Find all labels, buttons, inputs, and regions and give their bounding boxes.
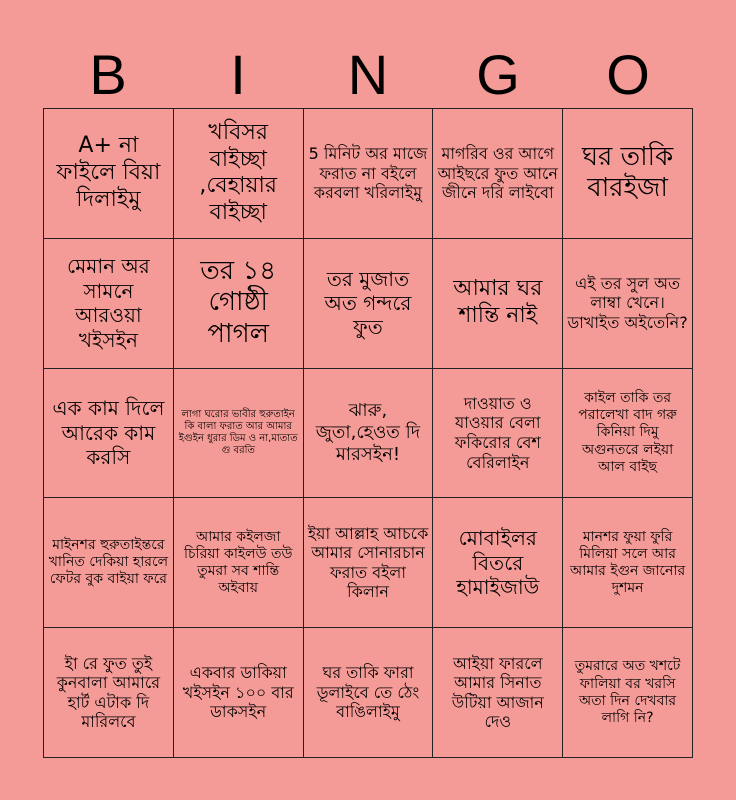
bingo-cell[interactable]	[304, 239, 434, 369]
cell-text: আইয়া ফারলে আমার সিনাত উটিয়া আজান দেও	[451, 653, 544, 732]
cell-text: ঘর তাকি ফারা ডূলাইবে তে ঠেং বাঙিলাইমু	[316, 663, 420, 722]
cell-text: ইয়া আল্লাহ আচকে আমার সোনারচান ফরাত বইলা কিলান	[307, 523, 429, 602]
cell-text: দাওয়াত ও যাওয়ার বেলা ফকিরোর বেশ বেরিলাইন	[454, 393, 541, 472]
cell-text: মেমান অর সামনে আরওয়া খইসইন	[67, 254, 150, 352]
bingo-cell[interactable]	[304, 628, 434, 758]
cell-text: খবিসর বাইচ্ছা ,বেহায়ার বাইচ্ছা	[199, 119, 277, 226]
bingo-card-grid	[43, 108, 693, 758]
cell-text: মাইনশর হুরুতাইন্তরে খানিত দেকিয়া হারলে ফেটর বুক বাইয়া ফরে	[48, 537, 169, 588]
bingo-cell[interactable]	[174, 498, 304, 628]
header-letter-n: N	[347, 43, 389, 106]
bingo-header	[43, 42, 693, 108]
bingo-cell[interactable]	[174, 628, 304, 758]
bingo-cell[interactable]	[174, 239, 304, 369]
cell-text: মোবাইলর বিতরে হামাইজাউ	[456, 526, 540, 599]
bingo-cell[interactable]	[563, 369, 693, 499]
cell-text: 5 মিনিট অর মাজে ফরাত না বইলে করবলা খরিলাইমু	[308, 144, 428, 203]
cell-text: তর ১৪ গোষ্ঠী পাগল	[200, 255, 277, 350]
cell-text: ইা রে ফুত তুই কুনবালা আমারে হার্ট এটাক দি মারিলবে	[56, 653, 161, 732]
cell-text: লাগা ঘরোর ভাবীর হুরুতাইন কি বালা ফরাত আর আমার ইগুইন ধুরার ডিম ও না,মাতাত গু বরতি	[178, 408, 298, 457]
cell-text: মাগরিব ওর আগে আইছরে ফুত আনে জীনে দরি লাইবো	[437, 144, 558, 203]
bingo-cell[interactable]	[563, 239, 693, 369]
cell-text: ঘর তাকি বারইজা	[581, 141, 674, 204]
bingo-cell[interactable]	[433, 628, 563, 758]
bingo-cell[interactable]	[44, 628, 174, 758]
cell-text: এই তর সুল অত লাম্বা খেনে। ডাখাইত অইতেনি?	[567, 273, 688, 332]
cell-text: আমার ঘর শান্তি নাই	[453, 276, 543, 329]
cell-text: A+ না ফাইলে বিয়া দিলাইমু	[56, 133, 161, 212]
bingo-cell[interactable]	[433, 369, 563, 499]
bingo-cell[interactable]	[304, 498, 434, 628]
bingo-cell[interactable]	[44, 369, 174, 499]
bingo-cell[interactable]	[563, 109, 693, 239]
bingo-cell[interactable]	[304, 369, 434, 499]
header-letter-g: G	[476, 43, 520, 106]
cell-text: তুমরারে অত খশটে ফালিয়া বর খরসি অতা দিন দেখবার লাগি নি?	[574, 658, 681, 726]
bingo-cell[interactable]	[563, 498, 693, 628]
bingo-cell[interactable]	[304, 109, 434, 239]
header-letter-o: O	[606, 43, 650, 106]
bingo-cell[interactable]	[433, 498, 563, 628]
bingo-cell[interactable]	[433, 239, 563, 369]
bingo-cell[interactable]	[174, 109, 304, 239]
cell-text: তর মুজাত অত গন্দরে ফুত	[324, 266, 412, 340]
bingo-cell[interactable]	[563, 628, 693, 758]
cell-text: মানশর ফুয়া ফুরি মিলিয়া সলে আর আমার ইগুন জানোর দুশমন	[570, 528, 686, 596]
bingo-cell[interactable]	[174, 369, 304, 499]
bingo-cell[interactable]	[44, 109, 174, 239]
bingo-cell[interactable]	[433, 109, 563, 239]
cell-text: কাইল তাকি তর পরালেখা বাদ গরু কিনিয়া দিমু অগুনতরে লইয়া আল বাইছ	[578, 390, 677, 475]
bingo-cell[interactable]	[44, 239, 174, 369]
cell-text: আমার কইলজা চিরিয়া কাইলউ তউ তুমরা সব শান্তি অইবায়	[184, 528, 293, 596]
cell-text: একবার ডাকিয়া খইসইন ১০০ বার ডাকসইন	[182, 663, 294, 722]
cell-text: এক কাম দিলে আরেক কাম করসি	[52, 396, 165, 470]
header-letter-b: B	[89, 43, 127, 106]
bingo-cell[interactable]	[44, 498, 174, 628]
header-letter-i: I	[230, 43, 246, 106]
cell-text: ঝারু, জুতা,হেওত দি মারসইন!	[315, 400, 421, 465]
